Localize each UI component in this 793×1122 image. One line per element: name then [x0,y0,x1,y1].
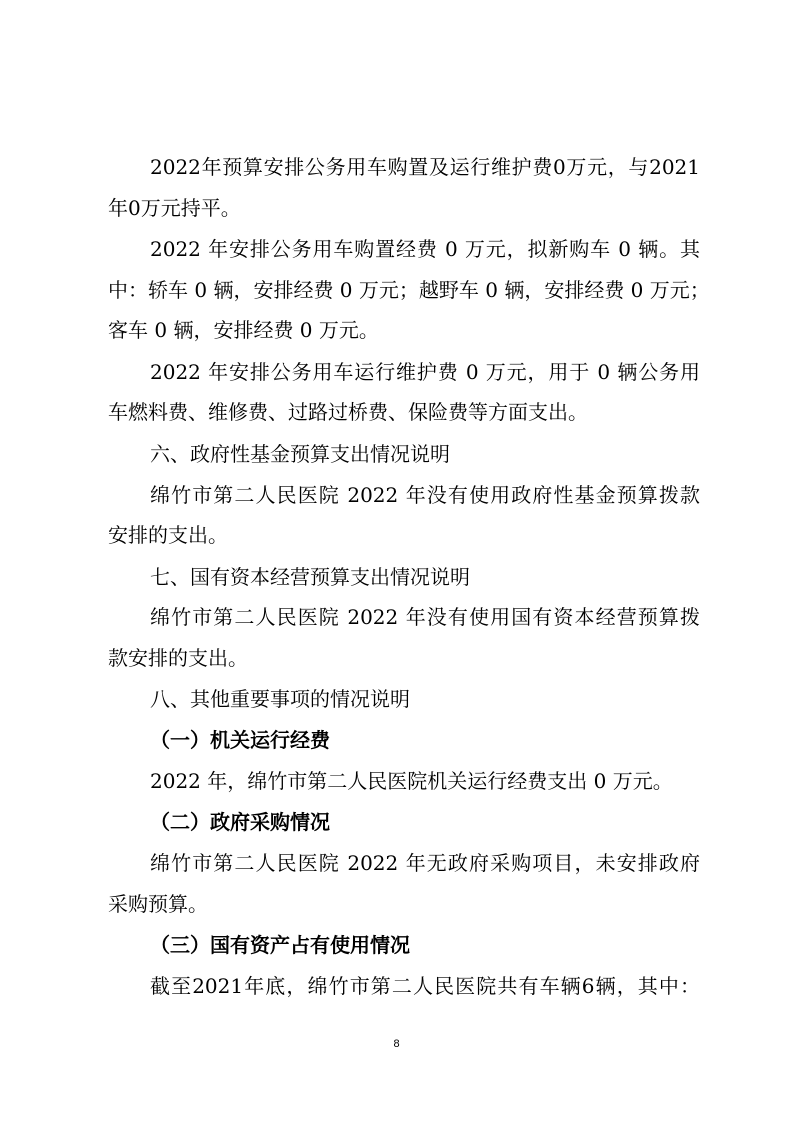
paragraph-line: 绵竹市第二人民医院 2022 年没有使用政府性基金预算拨款 [150,483,700,507]
paragraph-line: 2022年预算安排公务用车购置及运行维护费0万元，与2021 [150,155,700,179]
paragraph-line: 客车 0 辆，安排经费 0 万元。 [108,318,379,342]
page-number: 8 [393,1038,400,1050]
paragraph-line: 截至2021年底，绵竹市第二人民医院共有车辆6辆，其中： [150,974,700,998]
paragraph-line: 2022 年安排公务用车运行维护费 0 万元，用于 0 辆公务用 [150,360,700,384]
paragraph-line: 年0万元持平。 [108,196,241,220]
subsection-heading-1: （一）机关运行经费 [150,728,330,752]
section-heading-8: 八、其他重要事项的情况说明 [150,687,410,711]
paragraph-line: 车燃料费、维修费、过路过桥费、保险费等方面支出。 [108,400,588,424]
paragraph-line: 绵竹市第二人民医院 2022 年没有使用国有资本经营预算拨 [150,605,700,629]
subsection-heading-3: （三）国有资产占有使用情况 [150,933,410,957]
subsection-heading-2: （二）政府采购情况 [150,810,330,834]
section-heading-7: 七、国有资本经营预算支出情况说明 [150,565,470,589]
paragraph-line: 绵竹市第二人民医院 2022 年无政府采购项目，未安排政府 [150,851,700,875]
paragraph-line: 采购预算。 [108,892,208,916]
paragraph-line: 中：轿车 0 辆，安排经费 0 万元；越野车 0 辆，安排经费 0 万元； [108,278,710,302]
section-heading-6: 六、政府性基金预算支出情况说明 [150,442,450,466]
paragraph-line: 2022 年，绵竹市第二人民医院机关运行经费支出 0 万元。 [150,769,673,793]
paragraph-line: 安排的支出。 [108,523,228,547]
paragraph-line: 款安排的支出。 [108,646,248,670]
paragraph-line: 2022 年安排公务用车购置经费 0 万元，拟新购车 0 辆。其 [150,237,700,261]
